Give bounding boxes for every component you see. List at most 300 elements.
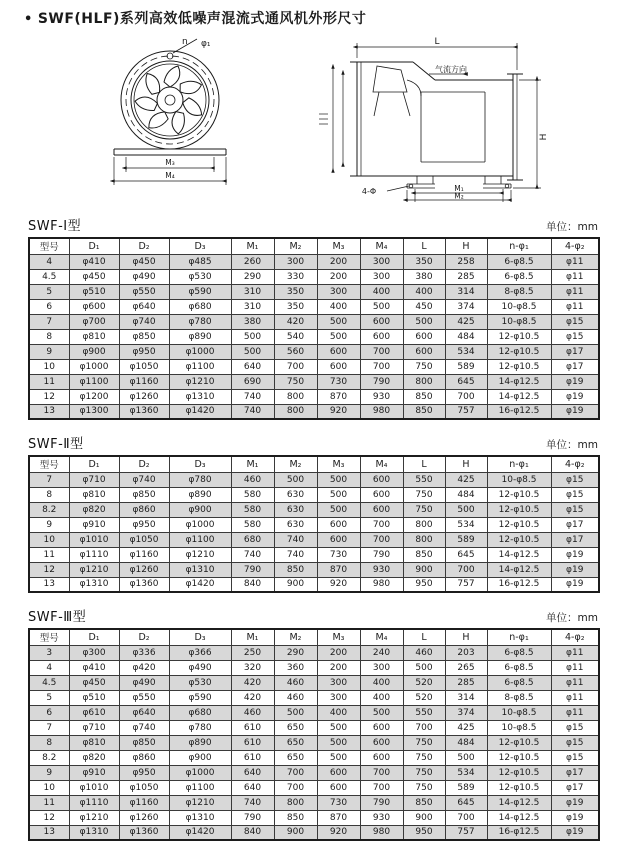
- table-cell: φ1010: [69, 780, 119, 795]
- table-cell: 750: [403, 487, 445, 502]
- column-header: M₂: [274, 456, 317, 472]
- table-cell: 200: [317, 660, 360, 675]
- table-cell: 610: [231, 720, 274, 735]
- table-cell: φ17: [551, 359, 599, 374]
- table-cell: 484: [445, 487, 487, 502]
- table-cell: φ15: [551, 750, 599, 765]
- table-cell: φ17: [551, 780, 599, 795]
- column-header: M₂: [274, 629, 317, 645]
- table-cell: 920: [317, 825, 360, 840]
- table-cell: 12-φ10.5: [487, 750, 551, 765]
- table-cell: φ600: [69, 299, 119, 314]
- column-header: H: [445, 238, 487, 254]
- table-cell: 630: [274, 487, 317, 502]
- table-cell: 900: [274, 825, 317, 840]
- table-cell: φ820: [69, 502, 119, 517]
- dim-height-label: H: [539, 133, 549, 141]
- table-cell: 9: [29, 344, 69, 359]
- table-cell: 850: [274, 810, 317, 825]
- table-cell: 600: [360, 329, 403, 344]
- table-row: [29, 675, 599, 690]
- column-header: H: [445, 629, 487, 645]
- table-cell: 12-φ10.5: [487, 517, 551, 532]
- table-cell: φ810: [69, 329, 119, 344]
- table-cell: 425: [445, 472, 487, 487]
- table-cell: φ510: [69, 284, 119, 299]
- table-cell: φ11: [551, 705, 599, 720]
- table-cell: φ1100: [169, 532, 231, 547]
- table-cell: φ1210: [169, 547, 231, 562]
- column-header: n-φ₁: [487, 238, 551, 254]
- table-cell: φ900: [169, 750, 231, 765]
- dimension-drawings: [70, 34, 625, 202]
- table-cell: 320: [231, 660, 274, 675]
- table-cell: 300: [317, 675, 360, 690]
- column-header: M₃: [317, 629, 360, 645]
- table-cell: 500: [445, 750, 487, 765]
- table-cell: 500: [317, 472, 360, 487]
- table-cell: 250: [231, 645, 274, 660]
- table-cell: 640: [231, 359, 274, 374]
- table-cell: 750: [403, 750, 445, 765]
- table-cell: 800: [274, 795, 317, 810]
- table-cell: φ490: [119, 675, 169, 690]
- table-cell: 300: [360, 269, 403, 284]
- table-cell: 500: [231, 344, 274, 359]
- table-cell: 730: [317, 547, 360, 562]
- table-cell: 870: [317, 810, 360, 825]
- table-title: SWF-Ⅱ型: [28, 437, 84, 452]
- table-cell: 800: [274, 389, 317, 404]
- table-cell: 980: [360, 825, 403, 840]
- table-cell: φ15: [551, 472, 599, 487]
- table-cell: 7: [29, 472, 69, 487]
- table-cell: 500: [403, 660, 445, 675]
- table-cell: 757: [445, 404, 487, 419]
- table-cell: φ1310: [169, 389, 231, 404]
- table-cell: φ890: [169, 329, 231, 344]
- column-header: M₄: [360, 629, 403, 645]
- table-cell: 300: [360, 254, 403, 269]
- table-cell: 920: [317, 404, 360, 419]
- table-cell: 16-φ12.5: [487, 825, 551, 840]
- table-cell: φ1310: [169, 562, 231, 577]
- table-cell: 589: [445, 359, 487, 374]
- table-cell: 484: [445, 329, 487, 344]
- table-cell: φ17: [551, 344, 599, 359]
- column-header: L: [403, 629, 445, 645]
- column-header: M₁: [231, 629, 274, 645]
- table-cell: 350: [403, 254, 445, 269]
- table-cell: φ950: [119, 344, 169, 359]
- table-cell: 300: [360, 660, 403, 675]
- column-header: D₃: [169, 456, 231, 472]
- table-cell: φ700: [69, 314, 119, 329]
- dim-m3-label: M₃: [165, 158, 175, 167]
- table-cell: 14-φ12.5: [487, 389, 551, 404]
- table-cell: φ1010: [69, 532, 119, 547]
- table-cell: 460: [231, 705, 274, 720]
- table-row: [29, 314, 599, 329]
- table-cell: φ1100: [169, 780, 231, 795]
- table-cell: 580: [231, 502, 274, 517]
- column-header: H: [445, 456, 487, 472]
- table-cell: 285: [445, 675, 487, 690]
- table-cell: 534: [445, 517, 487, 532]
- column-header: L: [403, 456, 445, 472]
- table-cell: 400: [360, 675, 403, 690]
- table-cell: 870: [317, 389, 360, 404]
- table-cell: φ590: [169, 284, 231, 299]
- table-cell: 740: [274, 547, 317, 562]
- table-cell: 258: [445, 254, 487, 269]
- table-cell: 534: [445, 344, 487, 359]
- table-cell: 790: [360, 547, 403, 562]
- spec-table-swf-3: [28, 628, 600, 841]
- table-row: [29, 825, 599, 840]
- table-cell: 560: [274, 344, 317, 359]
- table-cell: φ710: [69, 720, 119, 735]
- table-row: [29, 660, 599, 675]
- table-cell: φ510: [69, 690, 119, 705]
- table-cell: φ1000: [169, 765, 231, 780]
- table-cell: 520: [403, 675, 445, 690]
- table-cell: φ530: [169, 675, 231, 690]
- table-cell: 600: [317, 765, 360, 780]
- table-row: [29, 547, 599, 562]
- table-cell: 980: [360, 404, 403, 419]
- table-cell: φ1000: [169, 517, 231, 532]
- table-cell: 9: [29, 765, 69, 780]
- table-cell: 12-φ10.5: [487, 735, 551, 750]
- table-cell: 13: [29, 577, 69, 592]
- table-cell: φ890: [169, 735, 231, 750]
- table-cell: 16-φ12.5: [487, 577, 551, 592]
- table-cell: 200: [317, 254, 360, 269]
- table-cell: 10-φ8.5: [487, 472, 551, 487]
- table-cell: 6-φ8.5: [487, 254, 551, 269]
- table-cell: 950: [403, 577, 445, 592]
- page-title: [24, 8, 625, 28]
- table-cell: 589: [445, 532, 487, 547]
- table-row: [29, 299, 599, 314]
- table-cell: φ1210: [169, 795, 231, 810]
- table-cell: φ740: [119, 720, 169, 735]
- table-cell: 600: [360, 487, 403, 502]
- column-header: D₃: [169, 629, 231, 645]
- table-cell: 700: [360, 780, 403, 795]
- table-cell: 580: [231, 517, 274, 532]
- table-cell: 8: [29, 735, 69, 750]
- table-cell: 500: [360, 299, 403, 314]
- table-cell: 550: [403, 472, 445, 487]
- table-cell: 12: [29, 810, 69, 825]
- table-cell: 757: [445, 825, 487, 840]
- table-cell: 420: [274, 314, 317, 329]
- table-cell: φ1260: [119, 810, 169, 825]
- table-cell: 930: [360, 810, 403, 825]
- table-cell: 425: [445, 314, 487, 329]
- table-cell: 200: [317, 269, 360, 284]
- table-cell: φ1100: [169, 359, 231, 374]
- table-cell: 850: [403, 389, 445, 404]
- table-cell: 8-φ8.5: [487, 284, 551, 299]
- table-cell: 600: [317, 344, 360, 359]
- table-cell: 600: [360, 472, 403, 487]
- table-cell: 750: [274, 374, 317, 389]
- table-cell: φ11: [551, 660, 599, 675]
- table-cell: φ17: [551, 517, 599, 532]
- fan-side-view-drawing: [317, 34, 567, 202]
- table-cell: φ1050: [119, 780, 169, 795]
- column-header: M₃: [317, 238, 360, 254]
- table-cell: φ1210: [169, 374, 231, 389]
- table-cell: 500: [317, 735, 360, 750]
- table-row: [29, 517, 599, 532]
- table-cell: 740: [274, 532, 317, 547]
- table-row: [29, 284, 599, 299]
- table-cell: 6-φ8.5: [487, 675, 551, 690]
- table-cell: 680: [231, 532, 274, 547]
- table-cell: 314: [445, 284, 487, 299]
- table-cell: 4.5: [29, 269, 69, 284]
- table-cell: 10: [29, 359, 69, 374]
- table-cell: φ1210: [69, 562, 119, 577]
- table-cell: φ860: [119, 502, 169, 517]
- table-cell: 740: [231, 547, 274, 562]
- table-cell: φ610: [69, 705, 119, 720]
- table-cell: 600: [360, 314, 403, 329]
- table-cell: 700: [360, 517, 403, 532]
- table-cell: 8.2: [29, 750, 69, 765]
- table-title: SWF-Ⅰ型: [28, 219, 82, 234]
- table-cell: 930: [360, 389, 403, 404]
- column-header: D₁: [69, 456, 119, 472]
- column-header: 4-φ₂: [551, 629, 599, 645]
- table-cell: φ19: [551, 374, 599, 389]
- column-header: 型号: [29, 629, 69, 645]
- column-header: M₄: [360, 456, 403, 472]
- table-cell: φ336: [119, 645, 169, 660]
- table-row: [29, 765, 599, 780]
- table-cell: 700: [445, 810, 487, 825]
- table-cell: 650: [274, 720, 317, 735]
- foot-holes-label: 4-Φ: [361, 187, 377, 196]
- table-row: [29, 645, 599, 660]
- table-cell: φ366: [169, 645, 231, 660]
- table-cell: φ15: [551, 735, 599, 750]
- unit-label: 单位：mm: [546, 221, 598, 233]
- table-cell: 374: [445, 299, 487, 314]
- table-cell: 600: [317, 359, 360, 374]
- hole-dia-label: φ₁: [201, 39, 211, 49]
- table-cell: 350: [274, 284, 317, 299]
- title-bullet: •: [24, 12, 33, 27]
- table-cell: 330: [274, 269, 317, 284]
- table-cell: φ19: [551, 795, 599, 810]
- table-row: [29, 720, 599, 735]
- table-cell: 700: [445, 389, 487, 404]
- table-cell: 690: [231, 374, 274, 389]
- table-cell: 12-φ10.5: [487, 502, 551, 517]
- table-cell: φ15: [551, 314, 599, 329]
- table-cell: 12-φ10.5: [487, 765, 551, 780]
- table-cell: 12-φ10.5: [487, 329, 551, 344]
- column-header: n-φ₁: [487, 629, 551, 645]
- table-cell: φ850: [119, 487, 169, 502]
- table-cell: 850: [274, 562, 317, 577]
- table-cell: φ1210: [69, 810, 119, 825]
- table-cell: φ530: [169, 269, 231, 284]
- table-cell: 500: [231, 329, 274, 344]
- table-cell: φ810: [69, 487, 119, 502]
- table-cell: 730: [317, 795, 360, 810]
- motor-icon: [373, 66, 421, 116]
- table-cell: φ550: [119, 284, 169, 299]
- table-row: [29, 750, 599, 765]
- spec-table-swf-2: [28, 455, 600, 593]
- table-cell: φ1420: [169, 577, 231, 592]
- fan-front-view-drawing: [70, 34, 275, 196]
- table-cell: 10-φ8.5: [487, 299, 551, 314]
- table-cell: φ1420: [169, 825, 231, 840]
- table-section-swf-2: [28, 433, 598, 593]
- table-cell: φ11: [551, 675, 599, 690]
- table-cell: 290: [231, 269, 274, 284]
- table-cell: 8: [29, 329, 69, 344]
- table-cell: φ11: [551, 269, 599, 284]
- table-cell: φ11: [551, 284, 599, 299]
- table-cell: φ1050: [119, 532, 169, 547]
- table-cell: φ420: [119, 660, 169, 675]
- table-cell: φ780: [169, 472, 231, 487]
- table-cell: 645: [445, 795, 487, 810]
- table-cell: φ1360: [119, 825, 169, 840]
- table-cell: φ950: [119, 765, 169, 780]
- table-cell: 400: [403, 284, 445, 299]
- table-section-swf-1: [28, 215, 598, 420]
- table-cell: 600: [317, 517, 360, 532]
- table-row: [29, 502, 599, 517]
- table-cell: 14-φ12.5: [487, 547, 551, 562]
- table-cell: 750: [403, 735, 445, 750]
- column-header: D₁: [69, 238, 119, 254]
- table-row: [29, 532, 599, 547]
- table-cell: φ19: [551, 404, 599, 419]
- column-header: D₃: [169, 238, 231, 254]
- table-cell: φ850: [119, 735, 169, 750]
- table-section-swf-3: [28, 606, 598, 841]
- table-cell: 700: [360, 532, 403, 547]
- column-header: D₂: [119, 456, 169, 472]
- dim-m4-label: M₄: [165, 171, 175, 180]
- table-cell: 645: [445, 547, 487, 562]
- table-cell: φ1310: [169, 810, 231, 825]
- table-cell: φ15: [551, 502, 599, 517]
- column-header: 4-φ₂: [551, 456, 599, 472]
- table-cell: 920: [317, 577, 360, 592]
- table-cell: φ450: [69, 269, 119, 284]
- table-row: [29, 810, 599, 825]
- table-cell: 6-φ8.5: [487, 660, 551, 675]
- table-cell: 500: [317, 314, 360, 329]
- table-cell: φ740: [119, 472, 169, 487]
- table-cell: 580: [231, 487, 274, 502]
- table-cell: 13: [29, 825, 69, 840]
- table-cell: φ910: [69, 517, 119, 532]
- table-cell: 12-φ10.5: [487, 532, 551, 547]
- table-cell: φ1260: [119, 562, 169, 577]
- table-cell: 800: [403, 532, 445, 547]
- table-cell: 850: [403, 795, 445, 810]
- table-cell: φ1000: [69, 359, 119, 374]
- dim-length-label: L: [434, 37, 440, 47]
- table-cell: φ1300: [69, 404, 119, 419]
- table-cell: φ490: [169, 660, 231, 675]
- dim-m1-label: M₁: [454, 184, 464, 193]
- table-cell: 10-φ8.5: [487, 720, 551, 735]
- table-cell: 360: [274, 660, 317, 675]
- table-cell: 757: [445, 577, 487, 592]
- impeller-blades-icon: [135, 66, 205, 135]
- table-cell: 6: [29, 705, 69, 720]
- table-cell: 350: [274, 299, 317, 314]
- table-cell: 6-φ8.5: [487, 645, 551, 660]
- table-cell: φ450: [69, 675, 119, 690]
- table-row: [29, 389, 599, 404]
- table-cell: 400: [360, 690, 403, 705]
- table-cell: φ810: [69, 735, 119, 750]
- table-cell: 12-φ10.5: [487, 359, 551, 374]
- table-row: [29, 254, 599, 269]
- table-cell: 10-φ8.5: [487, 314, 551, 329]
- table-cell: φ19: [551, 577, 599, 592]
- table-cell: 900: [403, 562, 445, 577]
- table-cell: 10: [29, 532, 69, 547]
- table-cell: 7: [29, 314, 69, 329]
- table-cell: 740: [231, 795, 274, 810]
- table-cell: φ11: [551, 254, 599, 269]
- table-cell: 310: [231, 299, 274, 314]
- table-cell: 484: [445, 735, 487, 750]
- table-cell: 534: [445, 765, 487, 780]
- column-header: M₄: [360, 238, 403, 254]
- table-cell: 950: [403, 825, 445, 840]
- table-row: [29, 795, 599, 810]
- table-cell: 400: [317, 705, 360, 720]
- table-cell: φ1360: [119, 404, 169, 419]
- table-cell: φ850: [119, 329, 169, 344]
- table-cell: 8.2: [29, 502, 69, 517]
- table-cell: φ780: [169, 314, 231, 329]
- table-cell: 790: [231, 810, 274, 825]
- table-cell: 900: [403, 810, 445, 825]
- table-cell: 700: [445, 562, 487, 577]
- table-row: [29, 329, 599, 344]
- table-cell: φ11: [551, 299, 599, 314]
- leader-line: [387, 186, 409, 191]
- table-cell: 6-φ8.5: [487, 269, 551, 284]
- table-row: [29, 269, 599, 284]
- table-row: [29, 344, 599, 359]
- table-cell: 420: [231, 675, 274, 690]
- flow-direction-label: 气流方向: [435, 65, 467, 74]
- table-cell: 645: [445, 374, 487, 389]
- table-cell: 650: [274, 735, 317, 750]
- table-cell: 630: [274, 502, 317, 517]
- table-cell: φ590: [169, 690, 231, 705]
- table-cell: φ485: [169, 254, 231, 269]
